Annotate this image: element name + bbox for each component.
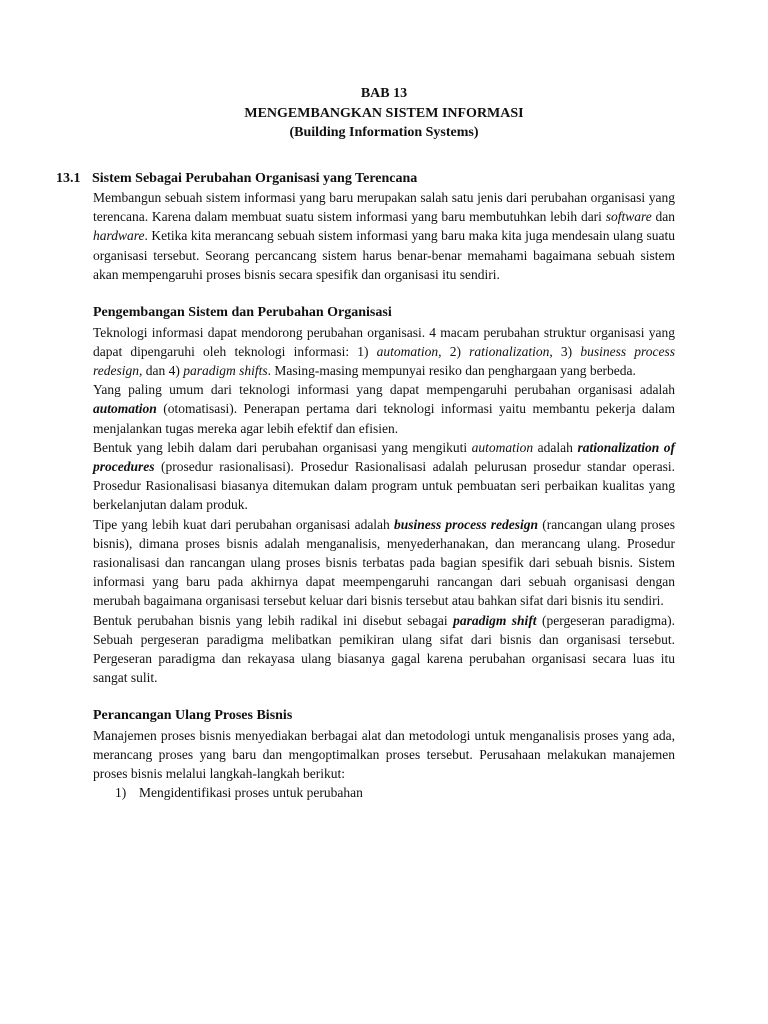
chapter-number: BAB 13 bbox=[360, 86, 408, 101]
paragraph-intro: Membangun sebuah sistem informasi yang baru merupakan salah satu jenis dari perubahan organisasi yang terencana. Karena dalam membuat suatu sistem informasi yang baru membutuhkan lebih dari software dan hardware. Ketika kita merancang sebuah sistem informasi yang baru maka kita juga mendesain ulang suatu organisasi tersebut. Seorang percancang sistem harus benar-benar memahami bagaimana sebuah sistem akan mempengaruhi proses bisnis secara spesifik dan organisasi itu sendiri. bbox=[93, 190, 675, 282]
term-hardware: hardware bbox=[93, 228, 145, 244]
term-automation: automation, bbox=[376, 343, 442, 359]
subheading-process-redesign: Perancangan Ulang Proses Bisnis bbox=[93, 708, 293, 724]
paragraph-business-process-redesign: Tipe yang lebih kuat dari perubahan organisasi adalah business process redesign (rancangan ulang proses bisnis), dimana proses bisnis adalah menganalisis, menyederhanakan, dan merancang ulang. Prosedur rasionalisasi dan rancangan ulang proses bisnis terbatas pada bagian spesifik dari sebuah bisnis. Sistem informasi yang baru pada akhirnya dapat meempengaruhi rancangan dari sebuah organisasi dengan merubah bagaimana organisasi tersebut keluar dari bisnis tersebut atau bahkan sifat dari bisnis itu sendiri. bbox=[93, 516, 675, 609]
section-title: Sistem Sebagai Perubahan Organisasi yang Terencana bbox=[92, 171, 418, 186]
paragraph-rationalization: Bentuk yang lebih dalam dari perubahan organisasi yang mengikuti automation adalah rationalization of procedures (prosedur rasionalisasi). Prosedur Rasionalisasi adalah pelurusan prosedur standar operasi. Prosedur Rasionalisasi biasanya ditemukan dalam program untuk pembuatan seri perbaikan kualitas yang berkelanjutan dalam produk. bbox=[93, 439, 675, 513]
chapter-subtitle: (Building Information Systems) bbox=[289, 125, 479, 140]
paragraph-bpm: Manajemen proses bisnis menyediakan berbagai alat dan metodologi untuk menganalisis proses yang ada, merancang proses yang baru dan mengoptimalkan proses tersebut. Perusahaan melakukan manajemen proses bisnis melalui langkah-langkah berikut: bbox=[93, 727, 675, 782]
term-automation-bold: automation bbox=[93, 401, 157, 417]
list-marker: 1) bbox=[115, 785, 127, 801]
paragraph-automation: Yang paling umum dari teknologi informasi yang dapat mempengaruhi perubahan organisasi adalah automation (otomatisasi). Penerapan pertama dari teknologi informasi yaitu membantu pekerja dalam menjalankan tugas mereka agar lebih efektif dan efisien. bbox=[93, 382, 675, 436]
chapter-header bbox=[0, 84, 768, 143]
section-heading bbox=[56, 169, 417, 189]
paragraph-change-types: Teknologi informasi dapat mendorong perubahan organisasi. 4 macam perubahan struktur organisasi yang dapat dipengaruhi oleh teknologi informasi: 1) automation, 2) rationalization, 3) business process redesign, dan 4) paradigm shifts. Masing-masing mempunyai resiko dan penghargaan yang berbeda. bbox=[93, 324, 676, 378]
section-number: 13.1 bbox=[56, 171, 81, 186]
term-paradigm-shifts: paradigm shifts bbox=[183, 362, 268, 378]
term-paradigm-shift-bold: paradigm shift bbox=[453, 612, 537, 628]
term-software: software bbox=[605, 209, 652, 225]
term-business-process-redesign: business process redesign, bbox=[93, 343, 676, 378]
term-automation-inline: automation bbox=[471, 439, 534, 455]
list-item-text: Mengidentifikasi proses untuk perubahan bbox=[139, 785, 363, 801]
chapter-title: MENGEMBANGKAN SISTEM INFORMASI bbox=[244, 105, 524, 121]
term-rationalization-of-procedures: rationalization of procedures bbox=[93, 439, 675, 474]
term-bpr-bold: business process redesign bbox=[393, 516, 539, 532]
term-rationalization: rationalization, bbox=[469, 343, 553, 359]
paragraph-paradigm-shift: Bentuk perubahan bisnis yang lebih radikal ini disebut sebagai paradigm shift (pergeseran paradigma). Sebuah pergeseran paradigma melibatkan pemikiran ulang sifat dari bisnis dan organisasi tersebut. Pergeseran paradigma dan rekayasa ulang biasanya gagal karena perubahan organisasi secara luas itu sangat sulit. bbox=[93, 612, 675, 686]
subheading-system-development: Pengembangan Sistem dan Perubahan Organisasi bbox=[93, 305, 392, 321]
list-item bbox=[115, 783, 675, 802]
document-body bbox=[93, 188, 675, 803]
